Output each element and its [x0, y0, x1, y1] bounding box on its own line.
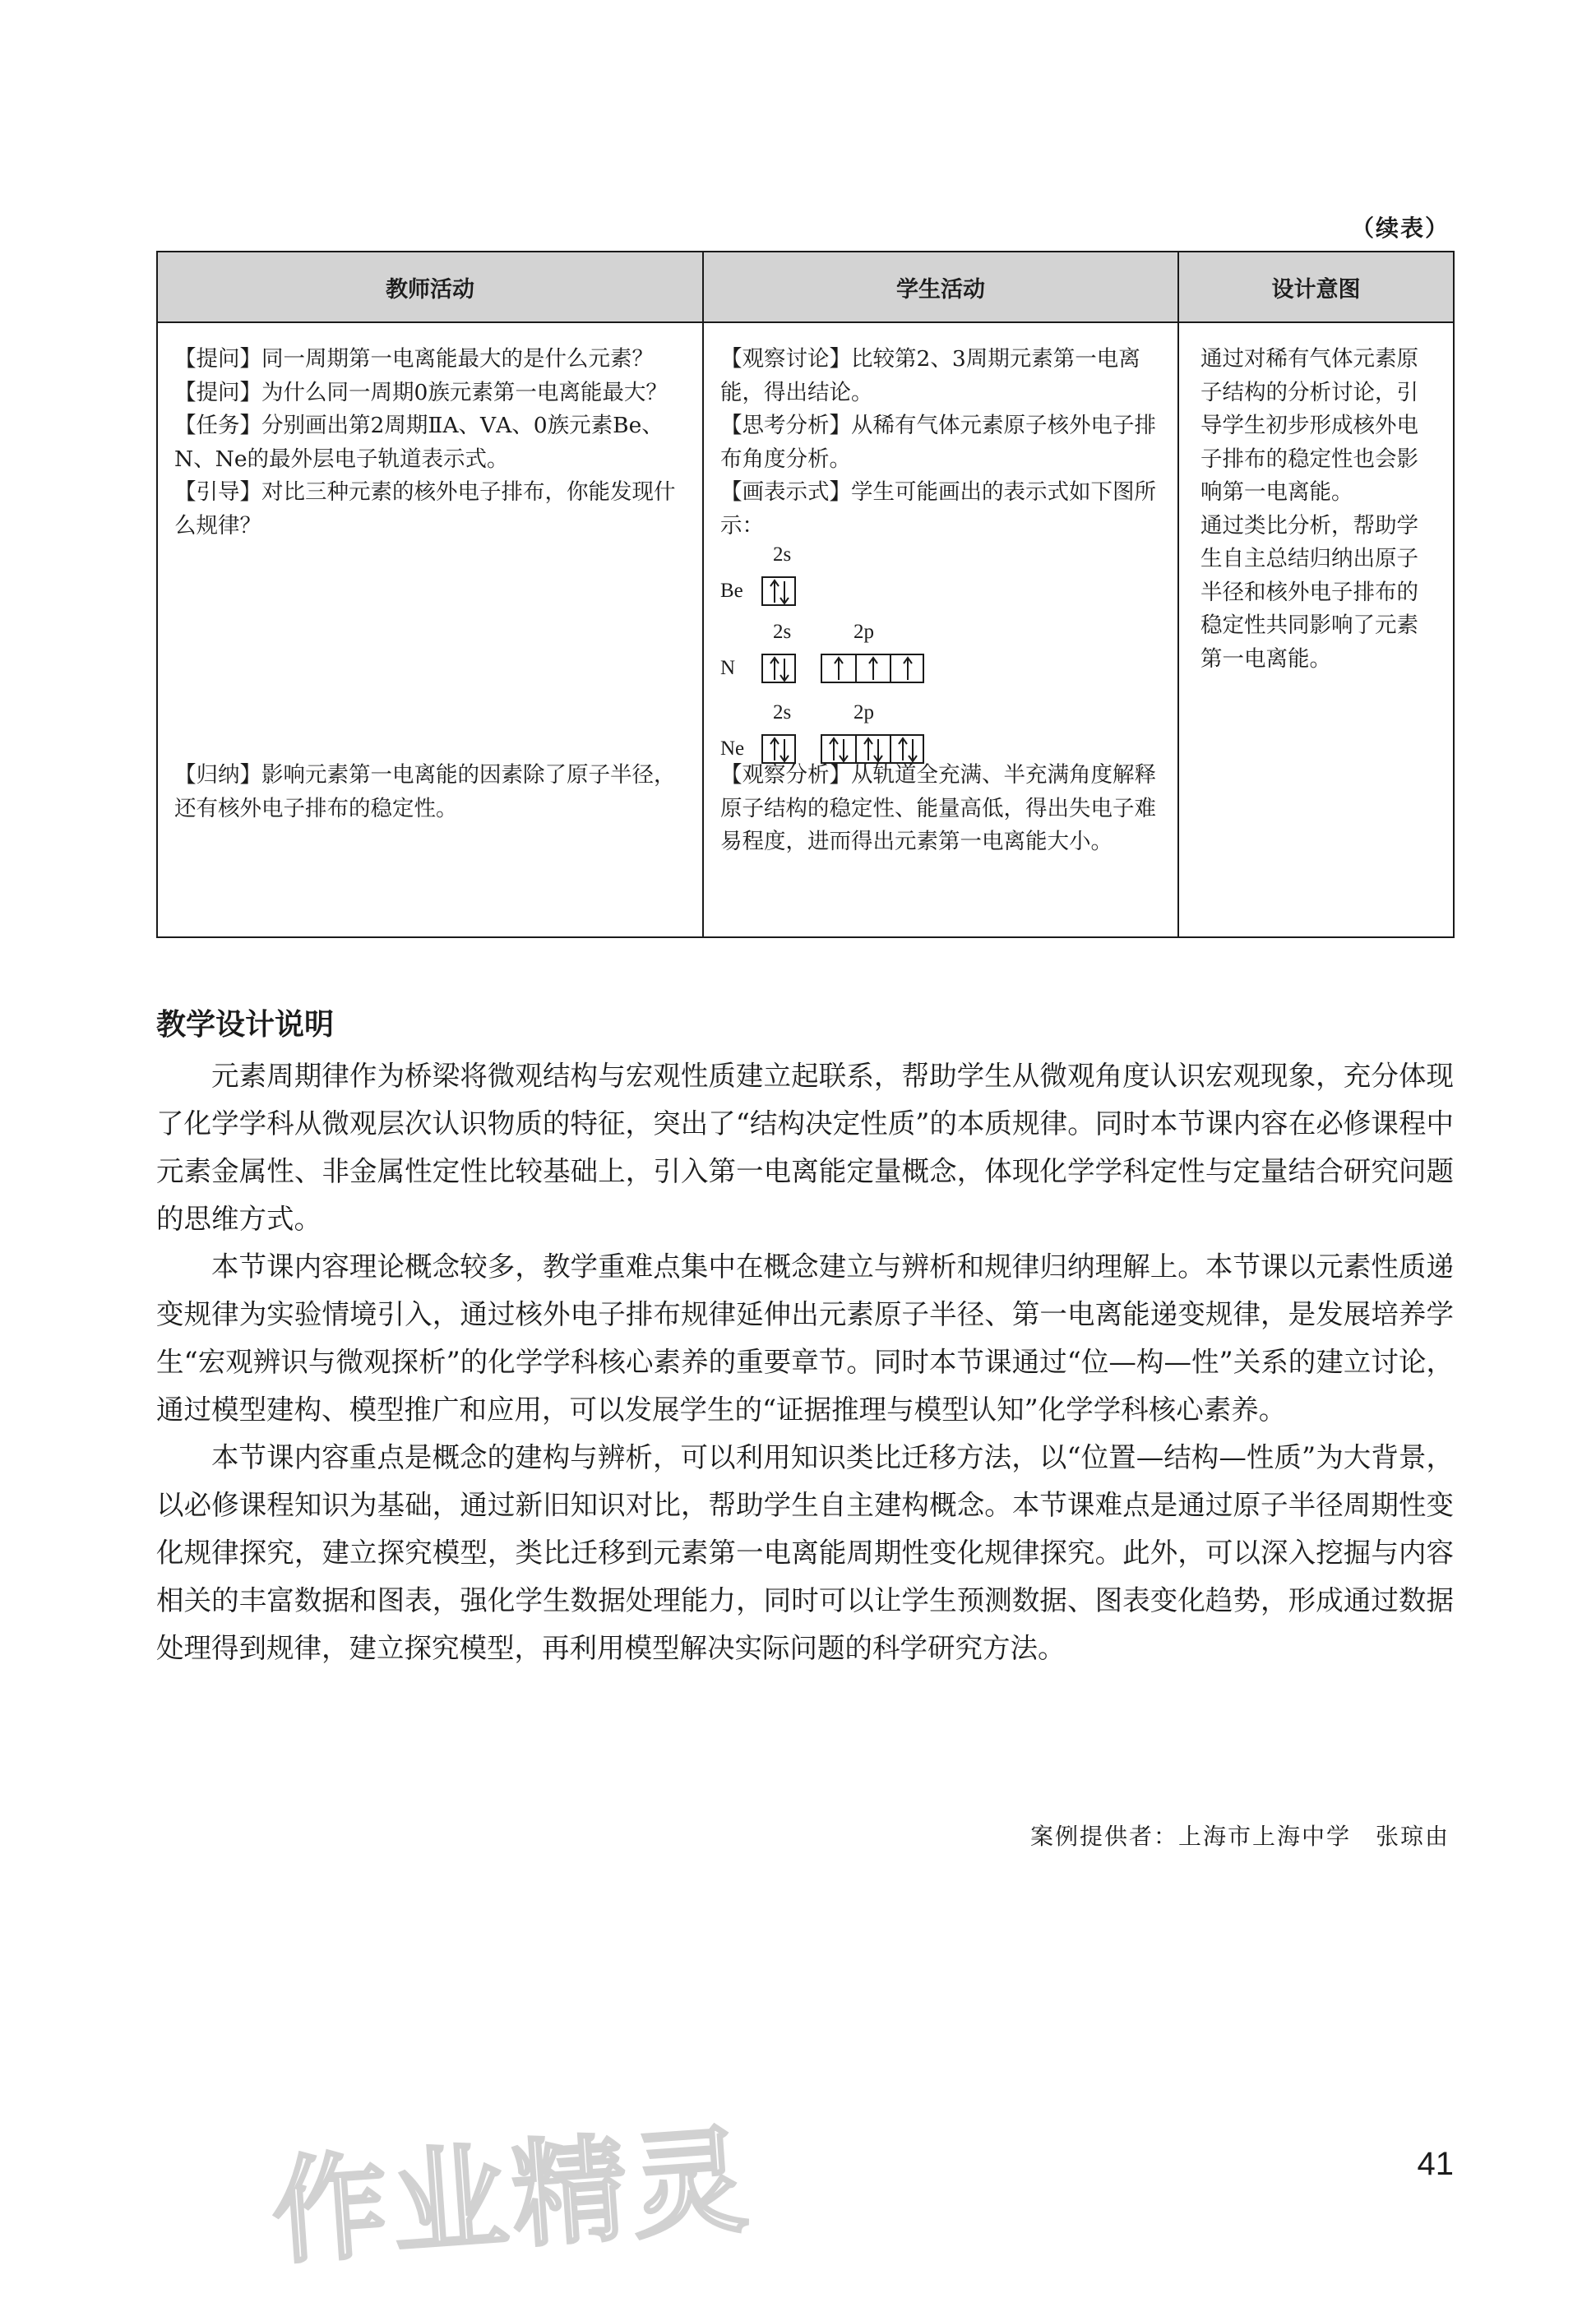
paired-arrows-icon	[763, 655, 796, 683]
page-number: 41	[1417, 2146, 1454, 2182]
header-design-intent: 设计意图	[1178, 252, 1454, 322]
lesson-design-table	[156, 251, 1455, 938]
table-header-row	[157, 252, 1454, 322]
design-explanation-body	[156, 1052, 1454, 1672]
n-2p-orbital-box	[821, 654, 924, 683]
teacher-question-1: 【提问】同一周期第一电离能最大的是什么元素？	[174, 346, 654, 372]
n-2p-label: 2p	[854, 621, 874, 643]
half-filled-arrows-icon	[822, 655, 924, 683]
student-activity-upper	[720, 343, 1164, 543]
teacher-task: 【任务】分别画出第2周期ⅡA、ⅤA、0族元素Be、N、Ne的最外层电子轨道表示式。	[174, 413, 664, 472]
teacher-question-2: 【提问】为什么同一周期0族元素第一电离能最大？	[174, 379, 668, 405]
be-symbol: Be	[720, 580, 743, 602]
paragraph-1: 元素周期律作为桥梁将微观结构与宏观性质建立起联系，帮助学生从微观角度认识宏观现象，充分体现了化学学科从微观层次认识物质的特征，突出了“结构决定性质”的本质规律。同时本节课内容在必修课程中元素金属性、非金属性定性比较基础上，引入第一电离能定量概念，体现化学学科定性与定量结合研究问题的思维方式。	[156, 1060, 1454, 1235]
teacher-activity-cell	[157, 322, 703, 937]
case-credit: 案例提供者：上海市上海中学 张琼由	[1029, 1823, 1450, 1850]
be-2s-label: 2s	[773, 543, 792, 566]
student-observation-analysis: 【观察分析】从轨道全充满、半充满角度解释原子结构的稳定性、能量高低，得出失电子难易程度，进而得出元素第一电离能大小。	[720, 762, 1156, 854]
teacher-guide: 【引导】对比三种元素的核外电子排布，你能发现什么规律？	[174, 479, 676, 539]
table-row	[157, 322, 1454, 937]
paired-arrows-icon	[763, 578, 796, 606]
paragraph-3: 本节课内容重点是概念的建构与辨析，可以利用知识类比迁移方法，以“位置—结构—性质”为大背景，以必修课程知识为基础，通过新旧知识对比，帮助学生自主建构概念。本节课难点是通过原子半径周期性变化规律探究，建立探究模型，类比迁移到元素第一电离能周期性变化规律探究。此外，可以深入挖掘与内容相关的丰富数据和图表，强化学生数据处理能力，同时可以让学生预测数据、图表变化趋势，形成通过数据处理得到规律，建立探究模型，再利用模型解决实际问题的科学研究方法。	[156, 1441, 1454, 1664]
paragraph-2: 本节课内容理论概念较多，教学重难点集中在概念建立与辨析和规律归纳理解上。本节课以元素性质递变规律为实验情境引入，通过核外电子排布规律延伸出元素原子半径、第一电离能递变规律，是发展培养学生“宏观辨识与微观探析”的化学学科核心素养的重要章节。同时本节课通过“位—构—性”关系的建立讨论，通过模型建构、模型推广和应用，可以发展学生的“证据推理与模型认知”化学学科核心素养。	[156, 1251, 1454, 1426]
continued-table-label: （续表）	[1350, 215, 1450, 242]
student-drawing: 【画表示式】学生可能画出的表示式如下图所示：	[720, 479, 1156, 539]
design-intent-1: 通过对稀有气体元素原子结构的分析讨论，引导学生初步形成核外电子排布的稳定性也会影响第一电离能。	[1200, 346, 1418, 505]
student-analysis: 【思考分析】从稀有气体元素原子核外电子排布角度分析。	[720, 413, 1156, 472]
header-student-activity: 学生活动	[703, 252, 1178, 322]
design-intent-2: 通过类比分析，帮助学生自主总结归纳出原子半径和核外电子排布的稳定性共同影响了元素第一电离能。	[1200, 512, 1418, 672]
header-teacher-activity: 教师活动	[157, 252, 703, 322]
ne-2s-label: 2s	[773, 701, 792, 724]
n-2s-orbital-box	[761, 654, 796, 683]
be-2s-orbital-box	[761, 576, 796, 606]
n-2s-label: 2s	[773, 621, 792, 643]
design-intent-cell	[1178, 322, 1454, 937]
n-symbol: N	[720, 657, 736, 679]
teacher-summary: 【归纳】影响元素第一电离能的因素除了原子半径，还有核外电子排布的稳定性。	[174, 762, 676, 821]
ne-2p-label: 2p	[854, 701, 874, 724]
student-activity-cell	[703, 322, 1178, 937]
watermark-logo: 作业精灵	[267, 2113, 756, 2282]
design-intent-text	[1200, 343, 1433, 676]
student-discussion: 【观察讨论】比较第2、3周期元素第一电离能，得出结论。	[720, 346, 1140, 405]
ne-symbol: Ne	[720, 737, 745, 760]
orbital-diagram	[720, 543, 1148, 760]
section-title: 教学设计说明	[156, 1008, 335, 1042]
teacher-activity-upper	[174, 343, 689, 543]
